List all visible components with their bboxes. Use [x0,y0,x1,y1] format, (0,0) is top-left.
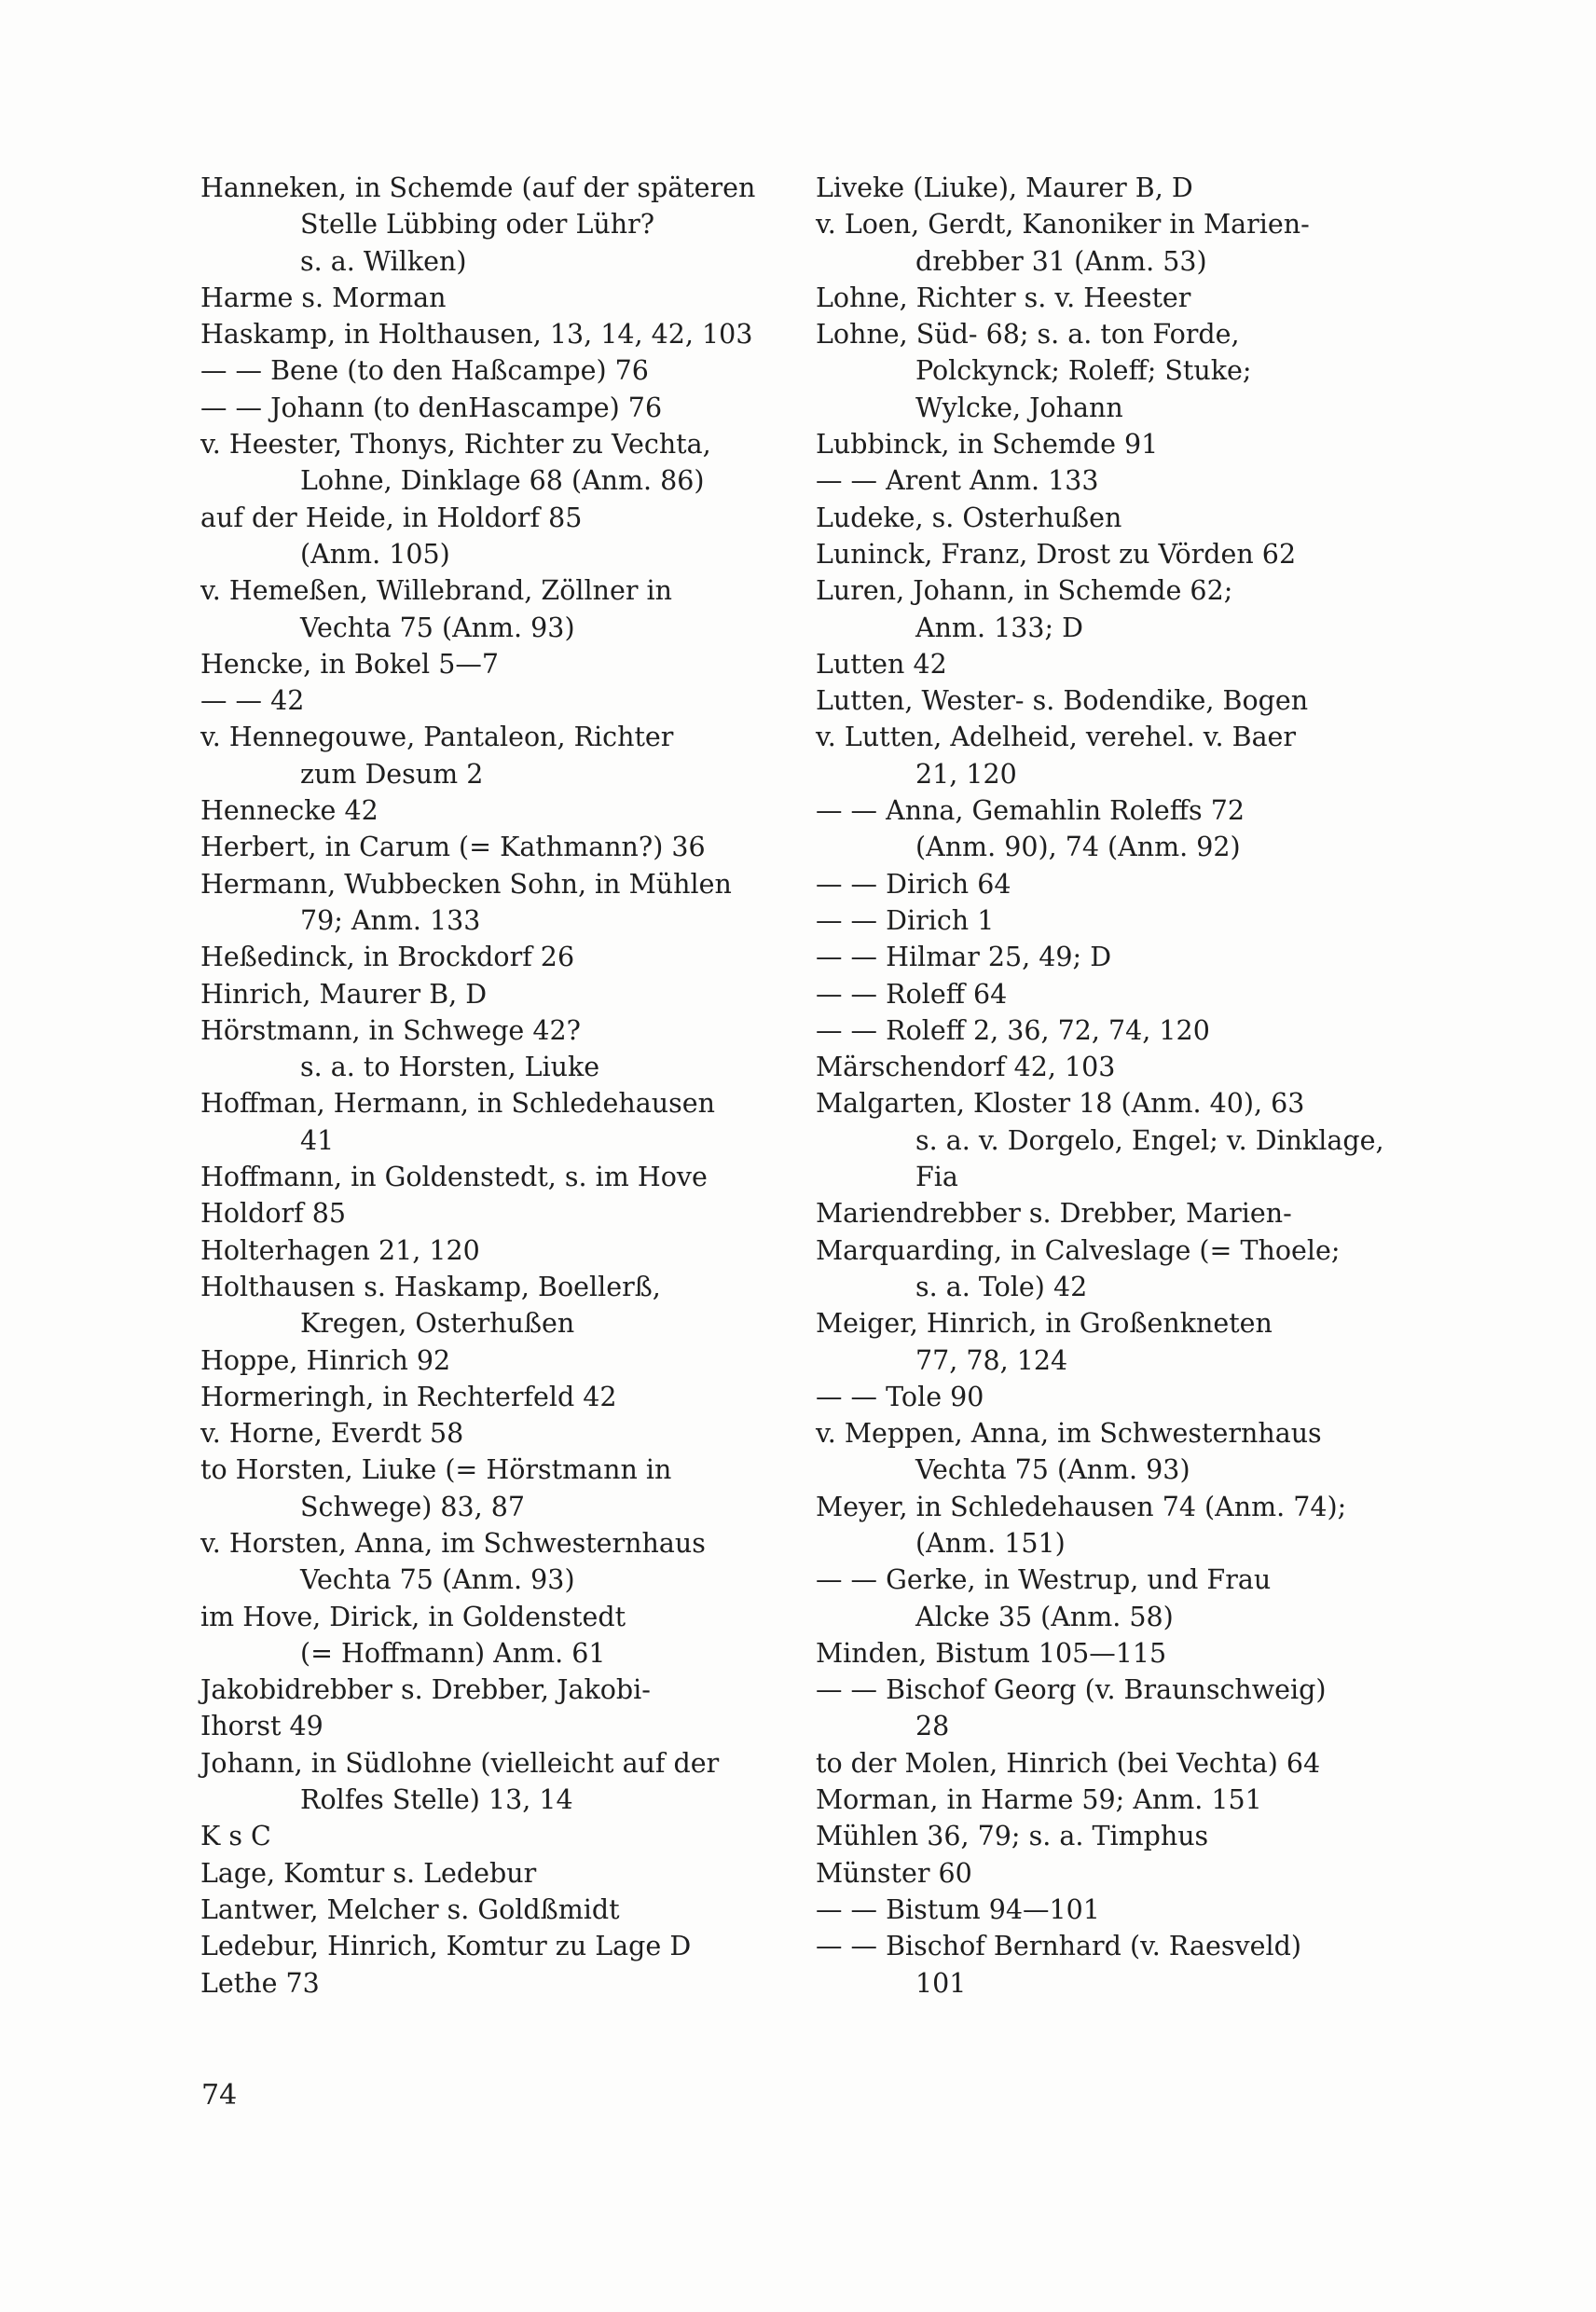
index-entry: — — Bene (to den Haßcampe) 76 [200,355,649,387]
index-entry: Ludeke, s. Osterhußen [816,502,1122,533]
index-entry: (Anm. 151) [915,1527,1066,1559]
index-entry: Meiger, Hinrich, in Großenkneten [816,1308,1273,1340]
index-entry: Polckynck; Roleff; Stuke; [915,355,1252,387]
index-entry: Fia [915,1162,958,1193]
page-number: 74 [201,2079,238,2112]
index-entry: Lutten, Wester- s. Bodendike, Bogen [816,685,1309,717]
index-entry: v. Loen, Gerdt, Kanoniker in Marien- [816,209,1310,241]
index-entry: to Horsten, Liuke (= Hörstmann in [200,1454,672,1486]
index-entry: Hennecke 42 [200,795,378,827]
index-entry: 28 [915,1711,950,1742]
index-entry: v. Horne, Everdt 58 [200,1418,464,1450]
index-entry: Hoffmann, in Goldenstedt, s. im Hove [200,1162,708,1193]
index-entry: Vechta 75 (Anm. 93) [300,1564,575,1596]
index-entry: Hinrich, Maurer B, D [200,978,488,1010]
index-entry: s. a. Tole) 42 [915,1271,1088,1302]
index-entry: 101 [915,1967,967,1999]
index-entry: — — Roleff 2, 36, 72, 74, 120 [816,1014,1210,1046]
index-entry: Anm. 133; D [915,612,1083,643]
index-column-left [200,170,797,2002]
index-entry: im Hove, Dirick, in Goldenstedt [200,1601,626,1632]
index-entry: Rolfes Stelle) 13, 14 [300,1784,573,1816]
index-entry: Lutten 42 [816,648,947,680]
index-entry: v. Heester, Thonys, Richter zu Vechta, [200,429,711,461]
index-entry: Kregen, Osterhußen [300,1308,575,1340]
index-entry: Jakobidrebber s. Drebber, Jakobi- [200,1674,651,1706]
index-entry: Luren, Johann, in Schemde 62; [816,575,1233,607]
index-entry: Märschendorf 42, 103 [816,1052,1116,1083]
index-entry: Holdorf 85 [200,1198,347,1230]
index-entry: Alcke 35 (Anm. 58) [915,1601,1174,1632]
index-entry: s. a. Wilken) [300,245,467,277]
index-entry: Minden, Bistum 105—115 [816,1637,1167,1669]
index-entry: 21, 120 [915,758,1017,790]
index-entry: — — Anna, Gemahlin Roleffs 72 [816,795,1245,827]
index-entry: v. Meppen, Anna, im Schwesternhaus [816,1418,1322,1450]
index-entry: v. Hennegouwe, Pantaleon, Richter [200,722,674,753]
index-entry: — — Bischof Bernhard (v. Raesveld) [816,1931,1301,1962]
index-entry: Münster 60 [816,1857,972,1889]
index-entry: v. Horsten, Anna, im Schwesternhaus [200,1527,706,1559]
index-entry: Hoppe, Hinrich 92 [200,1344,451,1376]
index-entry: Stelle Lübbing oder Lühr? [300,209,655,241]
index-entry: Hencke, in Bokel 5—7 [200,648,499,680]
index-entry: (= Hoffmann) Anm. 61 [300,1637,606,1669]
index-entry: — — Gerke, in Westrup, und Frau [816,1564,1272,1596]
index-entry: Liveke (Liuke), Maurer B, D [816,172,1193,203]
index-entry: zum Desum 2 [300,758,484,790]
index-entry: Hanneken, in Schemde (auf der späteren [200,172,756,203]
index-entry: Marquarding, in Calveslage (= Thoele; [816,1234,1341,1266]
index-entry: Johann, in Südlohne (vielleicht auf der [200,1747,720,1779]
index-entry: — — Johann (to denHascampe) 76 [200,392,663,423]
index-entry: — — Roleff 64 [816,978,1008,1010]
index-entry: Herbert, in Carum (= Kathmann?) 36 [200,832,706,863]
index-entry: Ihorst 49 [200,1711,323,1742]
index-entry: — — Hilmar 25, 49; D [816,942,1112,973]
index-entry: Mühlen 36, 79; s. a. Timphus [816,1821,1209,1852]
index-entry: Harme s. Morman [200,282,447,313]
index-entry: s. a. to Horsten, Liuke [300,1052,600,1083]
index-entry: Meyer, in Schledehausen 74 (Anm. 74); [816,1491,1347,1522]
index-entry: Lohne, Dinklage 68 (Anm. 86) [300,465,705,497]
index-entry: Lage, Komtur s. Ledebur [200,1857,537,1889]
index-entry: Hoffman, Hermann, in Schledehausen [200,1088,715,1120]
index-entry: Schwege) 83, 87 [300,1491,526,1522]
index-entry: Morman, in Harme 59; Anm. 151 [816,1784,1262,1816]
index-entry: Vechta 75 (Anm. 93) [300,612,575,643]
index-entry: — — Dirich 1 [816,904,995,936]
index-entry: Mariendrebber s. Drebber, Marien- [816,1198,1292,1230]
index-entry: Holthausen s. Haskamp, Boellerß, [200,1271,661,1302]
index-entry: Holterhagen 21, 120 [200,1234,480,1266]
index-entry: Hermann, Wubbecken Sohn, in Mühlen [200,868,732,900]
index-entry: v. Hemeßen, Willebrand, Zöllner in [200,575,672,607]
index-entry: Lantwer, Melcher s. Goldßmidt [200,1893,620,1925]
index-entry: Lethe 73 [200,1967,320,1999]
index-entry: Malgarten, Kloster 18 (Anm. 40), 63 [816,1088,1305,1120]
index-entry: (Anm. 105) [300,538,450,570]
index-entry: 79; Anm. 133 [300,904,481,936]
index-entry: K s C [200,1821,271,1852]
index-entry: Lohne, Richter s. v. Heester [816,282,1191,313]
index-entry: Vechta 75 (Anm. 93) [915,1454,1190,1486]
index-entry: v. Lutten, Adelheid, verehel. v. Baer [816,722,1297,753]
index-entry: 77, 78, 124 [915,1344,1068,1376]
index-entry: Heßedinck, in Brockdorf 26 [200,942,575,973]
index-entry: Hörstmann, in Schwege 42? [200,1014,581,1046]
index-entry: Hormeringh, in Rechterfeld 42 [200,1381,617,1412]
index-entry: — — Arent Anm. 133 [816,465,1099,497]
index-entry: Haskamp, in Holthausen, 13, 14, 42, 103 [200,319,753,351]
index-entry: to der Molen, Hinrich (bei Vechta) 64 [816,1747,1321,1779]
index-entry: — — Bischof Georg (v. Braunschweig) [816,1674,1327,1706]
index-entry: — — Tole 90 [816,1381,984,1412]
index-entry: Lohne, Süd- 68; s. a. ton Forde, [816,319,1240,351]
index-column-right [816,170,1412,2002]
index-entry: Luninck, Franz, Drost zu Vörden 62 [816,538,1297,570]
index-entry: auf der Heide, in Holdorf 85 [200,502,583,533]
index-entry: Lubbinck, in Schemde 91 [816,429,1159,461]
index-entry: — — 42 [200,685,305,717]
index-entry: (Anm. 90), 74 (Anm. 92) [915,832,1241,863]
index-entry: — — Bistum 94—101 [816,1893,1100,1925]
index-entry: 41 [300,1124,335,1156]
index-entry: Ledebur, Hinrich, Komtur zu Lage D [200,1931,692,1962]
index-entry: Wylcke, Johann [915,392,1123,423]
index-entry: drebber 31 (Anm. 53) [915,245,1207,277]
index-entry: — — Dirich 64 [816,868,1011,900]
index-entry: s. a. v. Dorgelo, Engel; v. Dinklage, [915,1124,1384,1156]
